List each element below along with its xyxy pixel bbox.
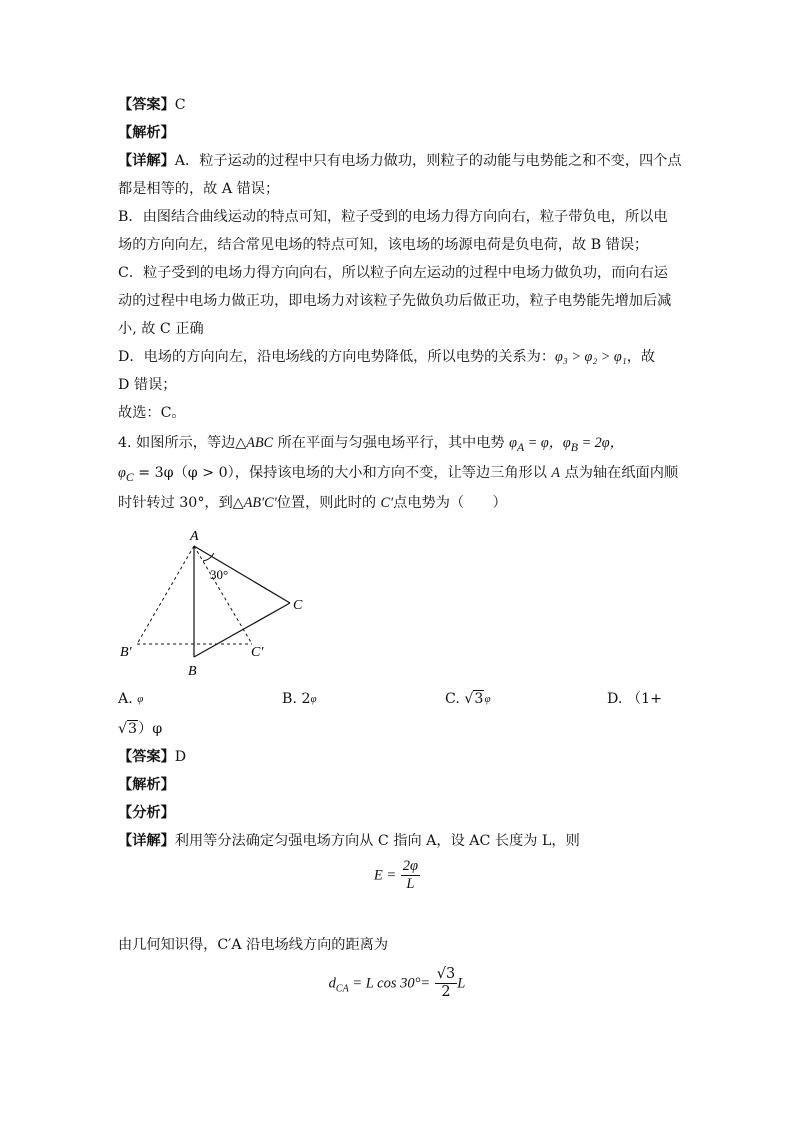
geometry-line: 由几何知识得，C′A 沿电场线方向的距离为 bbox=[118, 937, 389, 953]
label-B: B bbox=[188, 664, 197, 679]
eq-lhs: d bbox=[328, 975, 336, 992]
q-math: AB′C′ bbox=[243, 495, 277, 511]
option-value: φ bbox=[310, 693, 317, 705]
label-A: A bbox=[190, 529, 199, 544]
eq-lhs: E = bbox=[373, 867, 397, 884]
option-b[interactable] bbox=[282, 690, 317, 708]
answer-tag: 【答案】 bbox=[118, 749, 175, 765]
eq-denominator: L bbox=[406, 876, 415, 892]
answer-line-1 bbox=[118, 96, 186, 114]
q-sub: A bbox=[516, 439, 525, 454]
side-AC-prime bbox=[194, 546, 252, 644]
detail-line-b1: B．由图结合曲线运动的特点可知，粒子受到的电场力得方向向右，粒子带负电，所以电 bbox=[118, 209, 668, 225]
label-C: C bbox=[293, 598, 303, 613]
side-BC bbox=[194, 603, 290, 657]
question-4-line-3 bbox=[118, 494, 507, 512]
q-math: φ bbox=[118, 465, 126, 481]
eq-numerator: √3 bbox=[436, 966, 456, 982]
answer-line-2 bbox=[118, 748, 186, 766]
q-math: φ bbox=[562, 435, 571, 451]
q-text: 点电势为（ ） bbox=[393, 495, 507, 511]
eq-mid: = L cos 30°= bbox=[348, 975, 431, 992]
detail-line-a1 bbox=[118, 152, 682, 170]
q-math: ABC bbox=[246, 435, 274, 451]
option-d-continued: √3）φ bbox=[118, 721, 163, 737]
analysis-sub-heading: 【分析】 bbox=[118, 805, 175, 821]
option-letter: A. bbox=[118, 691, 133, 707]
option-letter: C. bbox=[445, 691, 460, 707]
q-math: = 2φ， bbox=[578, 435, 624, 451]
label-C-prime: C′ bbox=[251, 645, 264, 660]
eq-sub: CA bbox=[335, 983, 349, 995]
eq-numerator: 2φ bbox=[402, 858, 419, 874]
q-text: 位置，则此时的 bbox=[276, 495, 381, 511]
option-value: φ bbox=[137, 693, 144, 705]
triangle-figure bbox=[110, 520, 330, 685]
analysis-heading-1: 【解析】 bbox=[118, 125, 175, 141]
detail-line-c1: C．粒子受到的电场力得方向向右，所以粒子向左运动的过程中电场力做负功，而向右运 bbox=[118, 265, 668, 281]
eq-end: L bbox=[457, 975, 466, 992]
q-sub: B bbox=[570, 439, 579, 454]
q-math: φ bbox=[509, 435, 517, 451]
detail-tag: 【详解】 bbox=[118, 153, 175, 169]
q-text: 点为轴在纸面内顺 bbox=[560, 465, 679, 481]
eq-denominator: 2 bbox=[441, 984, 451, 1000]
equation-2 bbox=[0, 966, 794, 1001]
q-sub: C bbox=[125, 469, 134, 484]
q-text: 时针转过 30°，到△ bbox=[118, 495, 244, 511]
question-4-line-2 bbox=[118, 464, 678, 486]
q-math: C′ bbox=[380, 495, 394, 511]
detail-line-d1 bbox=[118, 348, 655, 366]
answer-tag: 【答案】 bbox=[118, 97, 175, 113]
detail-text: D．电场的方向向左，沿电场线的方向电势降低，所以电势的关系为： bbox=[118, 349, 556, 365]
option-letter: D. （1+ bbox=[607, 691, 662, 707]
equation-1 bbox=[0, 858, 794, 893]
question-4-line-1 bbox=[118, 434, 624, 456]
detail-text: ，故 bbox=[626, 349, 656, 365]
q-text: 4. 如图所示，等边△ bbox=[118, 435, 247, 451]
detail-text: A．粒子运动的过程中只有电场力做功，则粒子的动能与电势能之和不变，四个点 bbox=[174, 153, 682, 169]
detail-text: 利用等分法确定匀强电场方向从 C 指向 A，设 AC 长度为 L，则 bbox=[174, 833, 580, 849]
option-a[interactable] bbox=[118, 690, 143, 708]
q-math: A bbox=[551, 465, 561, 481]
detail-line-2 bbox=[118, 832, 580, 850]
detail-line-a2: 都是相等的，故 A 错误； bbox=[118, 181, 280, 197]
side-AB-prime bbox=[137, 546, 194, 644]
answer-value: C bbox=[174, 97, 186, 113]
detail-tag: 【详解】 bbox=[118, 833, 175, 849]
option-c[interactable]: C. $√3^\varphi$ bbox=[445, 691, 491, 707]
q-text: = 3φ（φ > 0），保持该电场的大小和方向不变，让等边三角形以 bbox=[133, 465, 552, 481]
analysis-heading-2: 【解析】 bbox=[118, 777, 175, 793]
option-d[interactable] bbox=[607, 690, 662, 708]
eq-fraction bbox=[401, 858, 420, 893]
detail-line-c2: 动的过程中电场力做正功，即电场力对该粒子先做负功后做正功，粒子电势能先增加后减 bbox=[118, 293, 672, 309]
option-letter: B. 2 bbox=[282, 691, 311, 707]
answer-value: D bbox=[174, 749, 187, 765]
option-sqrt: 3 bbox=[474, 691, 484, 707]
label-B-prime: B′ bbox=[120, 645, 132, 660]
detail-line-d2: D 错误； bbox=[118, 377, 177, 393]
conclusion-line: 故选：C。 bbox=[118, 405, 186, 421]
detail-line-b2: 场的方向向左，结合常见电场的特点可知，该电场的场源电荷是负电荷，故 B 错误； bbox=[118, 237, 649, 253]
q-text: 所在平面与匀强电场平行，其中电势 bbox=[273, 435, 510, 451]
side-AC bbox=[194, 546, 290, 603]
option-value: ）φ bbox=[138, 721, 163, 737]
option-value: φ bbox=[484, 693, 491, 705]
q-math: = φ， bbox=[524, 435, 563, 451]
detail-line-c3: 小, 故 C 正确 bbox=[118, 321, 204, 337]
angle-label: 30° bbox=[210, 567, 229, 582]
potential-relation: φ₃ > φ₂ > φ₁ bbox=[555, 349, 627, 365]
eq-fraction bbox=[435, 966, 457, 1001]
option-sqrt: 3 bbox=[128, 721, 138, 737]
